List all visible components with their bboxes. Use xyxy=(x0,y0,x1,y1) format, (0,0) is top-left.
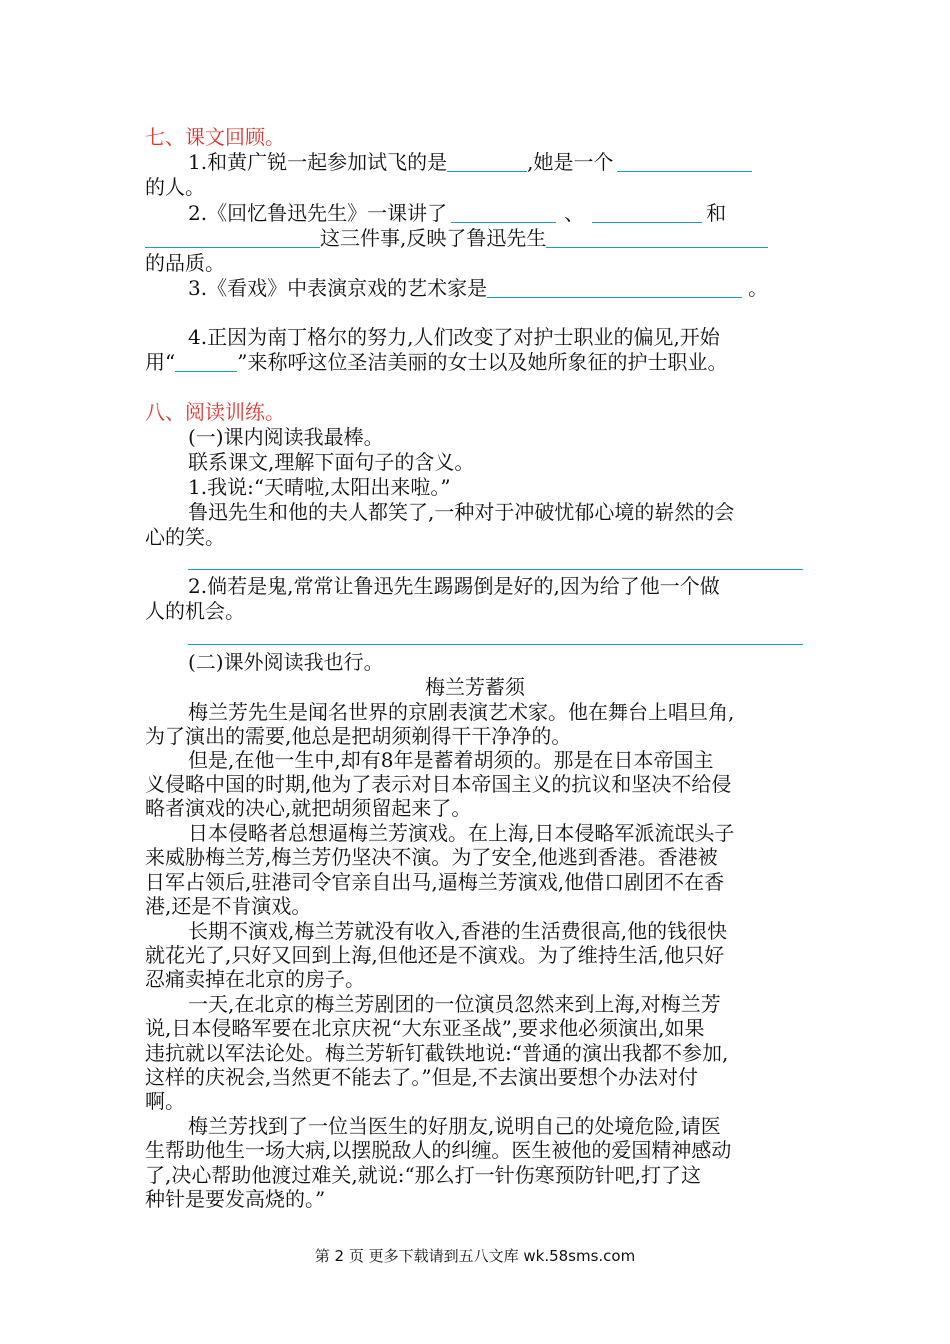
answer-line-2[interactable] xyxy=(188,644,803,645)
q2-text-a: 2.《回忆鲁迅先生》一课讲了 xyxy=(188,201,448,225)
p6-line-1: 梅兰芳找到了一位当医生的好朋友,说明自己的处境危险,请医 xyxy=(188,1114,721,1138)
p4-line-1: 长期不演戏,梅兰芳就没有收入,香港的生活费很高,他的钱很快 xyxy=(188,919,728,943)
p3-line-3: 日军占领后,驻港司令官亲自出马,逼梅兰芳演戏,他借口剧团不在香 xyxy=(145,870,725,894)
q4-text-a: 4.正因为南丁格尔的努力,人们改变了对护士职业的偏见,开始 xyxy=(188,325,720,349)
q1-blank-2[interactable] xyxy=(617,151,752,172)
question-2-cont xyxy=(145,226,805,250)
part-1-heading: (一)课内阅读我最棒。 xyxy=(188,425,384,449)
instruction: 联系课文,理解下面句子的含义。 xyxy=(188,450,475,474)
q1-text-a: 1.和黄广锐一起参加试飞的是 xyxy=(188,150,448,174)
q3-text-a: 3.《看戏》中表演京戏的艺术家是 xyxy=(188,276,488,300)
p3-line-2: 来威胁梅兰芳,梅兰芳仍坚决不演。为了安全,他逃到香港。香港被 xyxy=(145,845,718,869)
sentence-1-line-2: 心的笑。 xyxy=(145,525,225,549)
q2-and: 和 xyxy=(706,201,727,225)
section-7-title: 七、课文回顾。 xyxy=(145,125,285,149)
section-8-title: 八、阅读训练。 xyxy=(145,400,285,424)
q1-blank-1[interactable] xyxy=(447,151,527,172)
p3-line-4: 港,还是不肯演戏。 xyxy=(145,894,312,918)
sentence-2-line-1: 2.倘若是鬼,常常让鲁迅先生踢踢倒是好的,因为给了他一个做 xyxy=(188,574,720,598)
answer-line-1[interactable] xyxy=(188,569,803,570)
part-2-heading: (二)课外阅读我也行。 xyxy=(188,650,384,674)
p5-line-2: 说,日本侵略军要在北京庆祝“大东亚圣战”,要求他必须演出,如果 xyxy=(145,1016,705,1040)
page-footer: 第 2 页 更多下载请到五八文库 wk.58sms.com xyxy=(314,1247,636,1265)
question-3 xyxy=(188,276,848,300)
p2-line-1: 但是,在他一生中,却有8年是蓄着胡须的。那是在日本帝国主 xyxy=(188,748,714,772)
p5-line-4: 这样的庆祝会,当然更不能去了。”但是,不去演出要想个办法对付 xyxy=(145,1065,698,1089)
q2-text-b: 这三件事,反映了鲁迅先生 xyxy=(320,226,547,250)
q3-end: 。 xyxy=(748,276,769,300)
p5-line-1: 一天,在北京的梅兰芳剧团的一位演员忽然来到上海,对梅兰芳 xyxy=(188,992,721,1016)
q2-text-c: 的品质。 xyxy=(145,251,225,275)
question-4-cont xyxy=(145,350,805,374)
q2-separator: 、 xyxy=(564,201,585,225)
q1-text-c: 的人。 xyxy=(145,175,205,199)
q2-blank-4[interactable] xyxy=(546,227,768,248)
story-title: 梅兰芳蓄须 xyxy=(425,675,525,699)
p4-line-2: 就花光了,只好又回到上海,但他还是不演戏。为了维持生活,他只好 xyxy=(145,943,725,967)
q4-blank[interactable] xyxy=(175,351,237,372)
sentence-2-line-2: 人的机会。 xyxy=(145,599,245,623)
p2-line-3: 略者演戏的决心,就把胡须留起来了。 xyxy=(145,796,472,820)
q2-blank-3[interactable] xyxy=(145,227,320,248)
p6-line-4: 种针是要发高烧的。” xyxy=(145,1187,326,1211)
p1-line-1: 梅兰芳先生是闻名世界的京剧表演艺术家。他在舞台上唱旦角, xyxy=(188,700,735,724)
q2-blank-1[interactable] xyxy=(451,202,556,223)
q3-blank[interactable] xyxy=(487,277,742,298)
p5-line-3: 违抗就以军法论处。梅兰芳斩钉截铁地说:“普通的演出我都不参加, xyxy=(145,1041,729,1065)
question-2 xyxy=(188,201,848,225)
p2-line-2: 义侵略中国的时期,他为了表示对日本帝国主义的抗议和坚决不给侵 xyxy=(145,772,732,796)
sentence-1: 1.我说:“天晴啦,太阳出来啦。” xyxy=(188,475,451,499)
sentence-1-line-1: 鲁迅先生和他的夫人都笑了,一种对于冲破忧郁心境的崭然的会 xyxy=(188,500,735,524)
question-1 xyxy=(188,150,848,174)
p5-line-5: 啊。 xyxy=(145,1089,185,1113)
p3-line-1: 日本侵略者总想逼梅兰芳演戏。在上海,日本侵略军派流氓头子 xyxy=(188,821,735,845)
p6-line-2: 生帮助他生一场大病,以摆脱敌人的纠缠。医生被他的爱国精神感动 xyxy=(145,1138,732,1162)
q1-text-b: ,她是一个 xyxy=(527,150,614,174)
p4-line-3: 忍痛卖掉在北京的房子。 xyxy=(145,967,365,991)
q4-text-c: ”来称呼这位圣洁美丽的女士以及她所象征的护士职业。 xyxy=(237,350,728,374)
q4-text-b: 用“ xyxy=(145,350,176,374)
p1-line-2: 为了演出的需要,他总是把胡须剃得干干净净的。 xyxy=(145,724,572,748)
q2-blank-2[interactable] xyxy=(592,202,702,223)
p6-line-3: 了,决心帮助他渡过难关,就说:“那么打一针伤寒预防针吧,打了这 xyxy=(145,1163,702,1187)
